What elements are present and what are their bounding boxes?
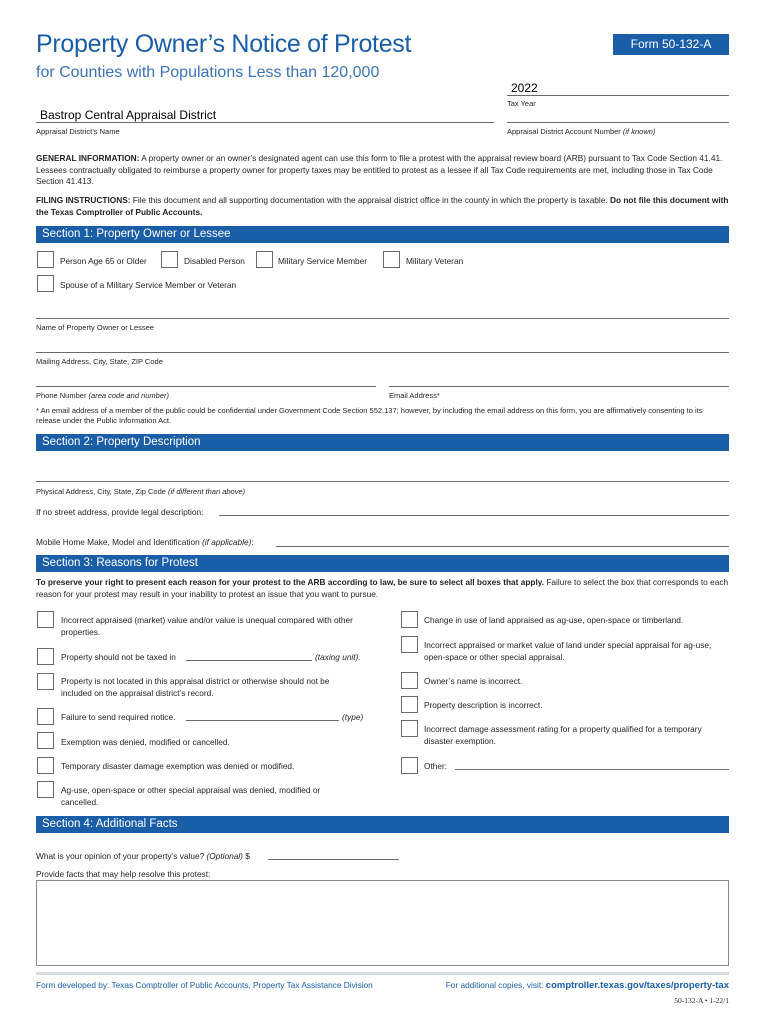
physical-address-line[interactable]: [36, 481, 729, 482]
reason-ag-use-label: Ag-use, open-space or other special appraisal was denied, modified or cancelled.: [61, 785, 321, 807]
reason-disaster-exemption-checkbox[interactable]: [37, 757, 54, 774]
reason-not-taxed-checkbox[interactable]: [37, 648, 54, 665]
notice-type-label: (type): [342, 712, 364, 722]
reason-special-appraisal-label: Incorrect appraised or market value of land under special appraisal for ag-use, open-space or other special appraisal.: [424, 640, 712, 662]
physical-address-label: Physical Address, City, State, Zip Code (if different than above): [36, 487, 246, 496]
checkbox-age-65-label: Person Age 65 or Older: [60, 256, 147, 266]
form-subtitle: for Counties with Populations Less than 120,000: [36, 64, 380, 81]
reason-notice-label: Failure to send required notice.: [61, 712, 176, 722]
reason-owner-name-checkbox[interactable]: [401, 672, 418, 689]
footer-divider: [36, 972, 729, 975]
account-number-label: Appraisal District Account Number (if known): [507, 127, 656, 136]
reason-not-located-label: Property is not located in this appraisal district or otherwise should not be included on the appraisal district’s record.: [61, 676, 330, 698]
form-number-badge: Form 50-132-A: [613, 34, 729, 55]
reason-incorrect-value-checkbox[interactable]: [37, 611, 54, 628]
checkbox-disabled[interactable]: [161, 251, 178, 268]
reason-other-label: Other:: [424, 761, 448, 771]
owner-name-line[interactable]: [36, 318, 729, 319]
form-title: Property Owner’s Notice of Protest: [36, 30, 412, 58]
district-name-value[interactable]: Bastrop Central Appraisal District: [40, 108, 217, 122]
reason-ag-use-checkbox[interactable]: [37, 781, 54, 798]
footer-developed-by: Form developed by: Texas Comptroller of Public Accounts, Property Tax Assistance Division: [36, 980, 373, 990]
reason-not-located-checkbox[interactable]: [37, 673, 54, 690]
reason-property-description-checkbox[interactable]: [401, 696, 418, 713]
comptroller-link[interactable]: comptroller.texas.gov/taxes/property-tax: [545, 980, 729, 991]
section-4-header: Section 4: Additional Facts: [36, 816, 729, 833]
tax-year-line: [507, 95, 729, 96]
tax-year-label: Tax Year: [507, 99, 536, 108]
reason-notice-checkbox[interactable]: [37, 708, 54, 725]
checkbox-military-spouse-label: Spouse of a Military Service Member or Veteran: [60, 280, 237, 290]
reason-not-taxed-label: Property should not be taxed in: [61, 652, 176, 662]
form-code: 50-132-A • 1-22/1: [674, 996, 729, 1005]
phone-line[interactable]: [36, 386, 376, 387]
reason-change-use-checkbox[interactable]: [401, 611, 418, 628]
mailing-address-label: Mailing Address, City, State, ZIP Code: [36, 357, 163, 366]
taxing-unit-line[interactable]: [186, 660, 312, 661]
reason-disaster-exemption-label: Temporary disaster damage exemption was denied or modified.: [61, 761, 295, 771]
checkbox-age-65[interactable]: [37, 251, 54, 268]
owner-name-label: Name of Property Owner or Lessee: [36, 323, 154, 332]
reason-owner-name-label: Owner’s name is incorrect.: [424, 676, 523, 686]
section-3-header: Section 3: Reasons for Protest: [36, 555, 729, 572]
reason-special-appraisal-checkbox[interactable]: [401, 636, 418, 653]
section-2-header: Section 2: Property Description: [36, 434, 729, 451]
legal-description-line[interactable]: [219, 515, 729, 516]
account-number-line[interactable]: [507, 122, 729, 123]
reason-other-checkbox[interactable]: [401, 757, 418, 774]
checkbox-military-veteran-label: Military Veteran: [406, 256, 464, 266]
email-line[interactable]: [389, 386, 729, 387]
reason-exemption-label: Exemption was denied, modified or cancelled.: [61, 737, 230, 747]
tax-year-value[interactable]: 2022: [511, 81, 538, 95]
checkbox-military-spouse[interactable]: [37, 275, 54, 292]
reason-exemption-checkbox[interactable]: [37, 732, 54, 749]
facts-textarea[interactable]: [36, 880, 729, 966]
reason-incorrect-value-label: Incorrect appraised (market) value and/or value is unequal compared with other properties.: [61, 615, 353, 637]
checkbox-military-member[interactable]: [256, 251, 273, 268]
checkbox-military-member-label: Military Service Member: [278, 256, 367, 266]
general-information: GENERAL INFORMATION: A property owner or an owner’s designated agent can use this form to file a protest with the appraisal review board (ARB) pursuant to Tax Code Section 41.41. Lessees contractually obligated to reimburse a property owner for property taxes may be entitled to protest as a lessee if all Tax Code requirements are met, including those in Tax Code Section 41.413.: [36, 153, 723, 186]
section-1-header: Section 1: Property Owner or Lessee: [36, 226, 729, 243]
facts-label: Provide facts that may help resolve this protest:: [36, 869, 211, 879]
taxing-unit-label: (taxing unit).: [315, 652, 361, 662]
section-3-intro: To preserve your right to present each reason for your protest to the ARB according to law, be sure to select all boxes that apply. Failure to select the box that corresponds to each reason for your protest may result in your inability to protest an issue that you want to pursue.: [36, 577, 729, 599]
filing-instructions: FILING INSTRUCTIONS: File this document and all supporting documentation with the appraisal district office in the county in which the property is taxable. Do not file this document with the Texas Comptroller of Public Accounts.: [36, 195, 729, 217]
reason-property-description-label: Property description is incorrect.: [424, 700, 543, 710]
reason-damage-rating-checkbox[interactable]: [401, 720, 418, 737]
district-name-line: [36, 122, 494, 123]
email-note: * An email address of a member of the public could be confidential under Government Code Section 552.137; however, by including the email address on this form, you are affirmatively consenting to its release under the Public Information Act.: [36, 406, 703, 425]
notice-type-line[interactable]: [186, 720, 339, 721]
opinion-value-line[interactable]: [268, 859, 399, 860]
mobile-home-label: Mobile Home Make, Model and Identification (if applicable):: [36, 537, 254, 547]
opinion-value-label: What is your opinion of your property’s value? (Optional) $: [36, 851, 250, 861]
checkbox-disabled-label: Disabled Person: [184, 256, 245, 266]
checkbox-military-veteran[interactable]: [383, 251, 400, 268]
mobile-home-line[interactable]: [276, 546, 729, 547]
mailing-address-line[interactable]: [36, 352, 729, 353]
reason-damage-rating-label: Incorrect damage assessment rating for a property qualified for a temporary disaster exemption.: [424, 724, 702, 746]
legal-description-label: If no street address, provide legal description:: [36, 507, 204, 517]
reason-change-use-label: Change in use of land appraised as ag-use, open-space or timberland.: [424, 615, 684, 625]
phone-label: Phone Number (area code and number): [36, 391, 170, 400]
district-name-label: Appraisal District’s Name: [36, 127, 120, 136]
email-label: Email Address*: [389, 391, 440, 400]
footer-copies: For additional copies, visit: comptroller.texas.gov/taxes/property-tax: [445, 980, 729, 991]
reason-other-line[interactable]: [455, 769, 729, 770]
